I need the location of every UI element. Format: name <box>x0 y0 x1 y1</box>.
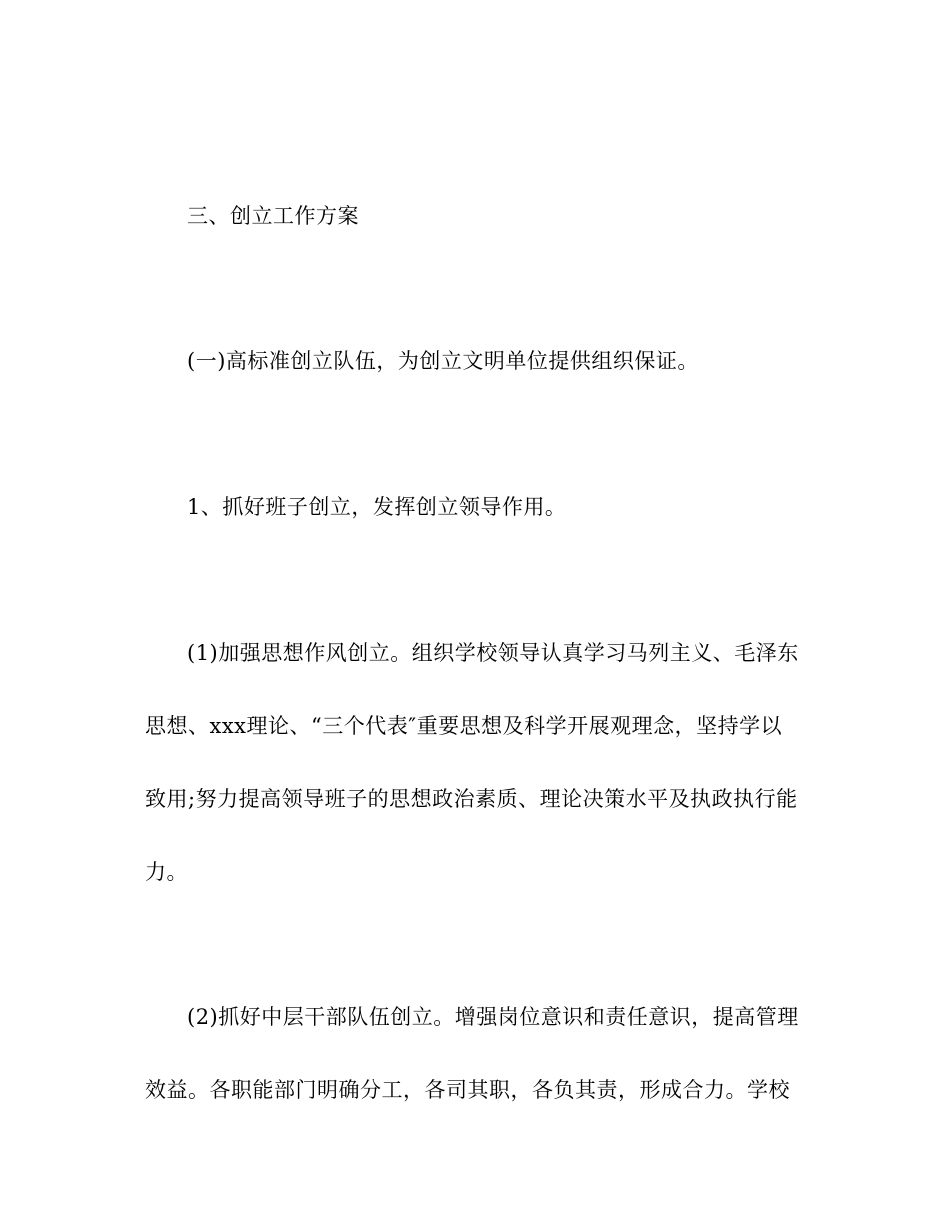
paragraph-1-line-4: 力。 <box>145 860 188 884</box>
item-heading: 1、抓好班子创立，发挥创立领导作用。 <box>187 495 567 519</box>
paragraph-1-line-3: 致用;努力提高领导班子的思想政治素质、理论决策水平及执政执行能 <box>145 787 798 811</box>
paragraph-2-line-2: 效益。各职能部门明确分工，各司其职，各负其责，形成合力。学校 <box>145 1078 790 1102</box>
paragraph-1-line-2: 思想、xxx理论、“三个代表″重要思想及科学开展观理念，坚持学以 <box>145 714 783 738</box>
section-heading: 三、创立工作方案 <box>187 204 359 228</box>
paragraph-1-line-1: (1)加强思想作风创立。组织学校领导认真学习马列主义、毛泽东 <box>187 641 799 665</box>
subsection-heading: (一)高标准创立队伍，为创立文明单位提供组织保证。 <box>187 349 699 373</box>
paragraph-2-line-1: (2)抓好中层干部队伍创立。增强岗位意识和责任意识，提高管理 <box>187 1005 799 1029</box>
